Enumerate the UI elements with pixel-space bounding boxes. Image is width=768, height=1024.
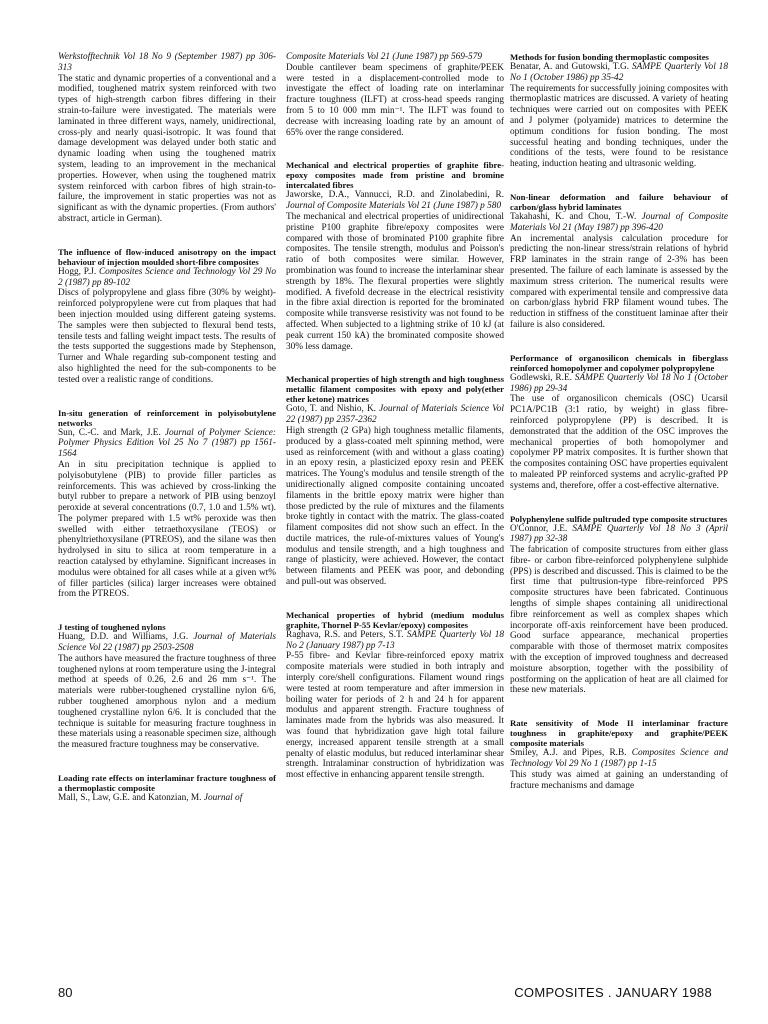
entry-abstract: The requirements for successfully joining composites with thermoplastic matrices are discussed. A variety of heating techniques were carried out on composites with PEEK and J polymer (polyamide) matrices to determine the optimum conditions for fusion bonding. The most successful heating and bonding techniques, under the conditions of the tests, were found to be resistance heating, induction heating and ultrasonic welding.: [510, 83, 728, 170]
entry-authors: Sun, C.-C. and Mark, J.E.: [58, 427, 161, 438]
entry-citation: SAMPE Quarterly Vol 18 No 3 (April 1987) pp 32-38: [510, 523, 728, 545]
entry-title: The influence of flow-induced anisotropy on the impact behaviour of injection moulded short-fibre composites: [58, 246, 276, 267]
column-2: [286, 52, 504, 803]
abstract-entry: [58, 773, 276, 804]
abstract-entry: [58, 52, 276, 225]
entry-reference: [286, 52, 504, 63]
abstract-entry: [58, 247, 276, 386]
journal-issue: COMPOSITES . JANUARY 1988: [514, 985, 712, 1000]
entry-citation: SAMPE Quarterly Vol 18 No 1 (October 1986) pp 29-34: [510, 372, 728, 394]
entry-title: Polyphenylene sulfide pultruded type composite structures: [510, 513, 728, 524]
entry-citation: Composite Materials Vol 21 (June 1987) pp 569-579: [286, 52, 482, 62]
entry-title: Performance of organosilicon chemicals in fiberglass reinforced homopolymer and copolymer polypropylene: [510, 352, 728, 373]
entry-reference: [58, 632, 276, 654]
entry-abstract: The static and dynamic properties of a conventional and a modified, toughened matrix system reinforced with two types of high-strength carbon fibres differing in their strain-to-failure were investigated. The materials were laminated in three different ways, namely, unidirectional, cross-ply and nearly quasi-isotropic. It was found that damage development was delayed under both static and dynamic loading when using the toughened matrix system, leading to an improvement in the mechanical properties. However, when using the toughened matrix system reinforced with carbon fibres of high strain-to-failure, the improvement in static properties was not as significant as with the dynamic properties. (From authors' abstract, article in German).: [58, 73, 276, 224]
abstract-entry: [510, 353, 728, 492]
entry-citation: SAMPE Quarterly Vol 18 No 1 (October 1986) pp 35-42: [510, 62, 728, 83]
entry-abstract: The fabrication of composite structures from either glass fibre- or carbon fibre-reinforced polyphenylene sulphide (PPS) is described and discussed. This is claimed to be the first time that pultrusion-type fibre-reinforced PPS composite structures have been fabricated. Continuous lengths of simple shapes containing all unidirectional fibre reinforcement as well as complex shapes which incorporate off-axis reinforcement have been produced. Good surface appearance, mechanical properties comparable with those of thermoset matrix composites with the exception of improved toughness and decreased moisture absorption, together with the possibility of postforming on the application of heat are all claimed for these new materials.: [510, 545, 728, 696]
abstract-entry: [286, 610, 504, 781]
abstract-entry: [510, 192, 728, 331]
entry-abstract: This study was aimed at gaining an understanding of fracture mechanisms and damage: [510, 769, 728, 791]
entry-abstract: P-55 fibre- and Kevlar fibre-reinforced epoxy matrix composite materials were studied in both intraply and interply core/shell configurations. Filament wound rings were tested at room temperature and after immersion in boiling water for periods of 2 h and 24 h for apparent modulus and apparent strength. Fracture toughness of laminates made from the hybrids was also measured. It was found that hybridization gave high total failure energy, increased apparent tensile strength at a small penalty of elastic modulus, but reduced interlaminar shear strength. Intralaminar construction of hybridization was most effective in enhancing apparent tensile strength.: [286, 651, 504, 781]
entry-reference: [58, 267, 276, 289]
abstract-entry: [510, 52, 728, 170]
entry-reference: [58, 428, 276, 460]
entry-reference: [58, 52, 276, 74]
entry-citation: Journal of Composite Materials Vol 21 (May 1987) pp 396-420: [510, 211, 729, 233]
entry-title: Loading rate effects on interlaminar fracture toughness of a thermoplastic composite: [58, 773, 276, 794]
page-number: 80: [58, 985, 73, 1000]
entry-abstract: An incremental analysis calculation procedure for predicting the non-linear stress/strain relations of hybrid FRP laminates in the strain range of 2-3% has been presented. The failure of each laminate is assessed by the maximum stress criterion. The numerical results were compared with experimental tensile and compressive data on carbon/glass hybrid FRP filament wound tubes. The reduction in stiffness of the constituent laminae after their failure is also considered.: [510, 233, 728, 330]
entry-title: Methods for fusion bonding thermoplastic composites: [510, 52, 709, 62]
entry-abstract: The authors have measured the fracture toughness of three toughened nylons at room temperature using the J-integral method at speeds of 0.26, 2.6 and 26 mm s⁻¹. The materials were rubber-toughened crystalline nylon 6/6, rubber toughened amorphous nylon and a medium toughened crystalline nylon 6/6. It is concluded that the technique is suitable for measuring fracture toughness in these materials using a reasonable specimen size, although the measured fracture toughness may be conservative.: [58, 653, 276, 751]
entry-title: Mechanical and electrical properties of graphite fibre-epoxy composites made from pristine and bromine intercalated fibres: [286, 160, 504, 191]
entry-title: In-situ generation of reinforcement in polyisobutylene networks: [58, 407, 276, 428]
entry-reference: [286, 630, 504, 652]
abstract-entry: [286, 374, 504, 588]
entry-authors: Goto, T. and Nishio, K.: [286, 404, 376, 415]
abstract-entry: [510, 514, 728, 697]
entry-authors: Huang, D.D. and Williams, J.G.: [58, 632, 189, 643]
entry-authors: Mall, S., Law, G.E. and Katonzian, M.: [58, 793, 202, 804]
entry-authors: Godlewski, R.E.: [510, 372, 572, 383]
entry-citation: Journal of Polymer Science: Polymer Physics Edition Vol 25 No 7 (1987) pp 1561-1564: [58, 427, 276, 460]
entry-abstract: High strength (2 GPa) high toughness metallic filaments, produced by a glass-coated melt spinning method, were used as reinforcement (with and without a glass coating) in an epoxy resin, a plasticized epoxy resin and PEEK matrices. The Young's modulus and tensile strength of the unidirectionally aligned composite containing uncoated filaments in the brittle epoxy matrix were higher than those predicted by the rule of mixtures and the filaments broke tightly in contact with the matrix. The glass-coated filament composites did not show such an effect. In the ductile matrices, the rule-of-mixtures values of Young's modulus and tensile strength, and a high toughness and range of plasticity, were achieved. However, the contact between filaments and PEEK was poor, and debonding and pull-out was observed.: [286, 425, 504, 588]
entry-reference: [510, 748, 728, 770]
entry-citation: Journal of: [203, 793, 243, 804]
abstract-entry: [286, 160, 504, 352]
abstract-entry: [286, 52, 504, 138]
entry-abstract: The use of organosilicon chemicals (OSC) Ucarsil PC1A/PC1B (3:1 ratio, by weight) in glass fibre-reinforced polypropylene (PP) is described. It is demonstrated that the addition of the OSC improves the mechanical properties of both homopolymer and copolymer PP matrix composites. It is further shown that the composites containing OSC have properties equivalent to maleated PP reinforced systems and acrylic-grafted PP systems and, therefore, offer a cost-effective alternative.: [510, 394, 728, 491]
entry-citation: Journal of Materials Science Vol 22 (1987) pp 2503-2508: [58, 632, 276, 654]
entry-citation: SAMPE Quarterly Vol 18 No 2 (January 1987) pp 7-13: [286, 629, 504, 651]
entry-title: J testing of toughened nylons: [58, 622, 166, 633]
entry-abstract: Double cantilever beam specimens of graphite/PEEK were tested in a displacement-controlled mode to investigate the effect of loading rate on interlaminar fracture toughness (ILFT) at cross-head speeds ranging from 5 to 10 000 mm min⁻¹. The ILFT was found to decrease with increasing loading rate by an amount of 65% over the range considered.: [286, 62, 504, 138]
entry-abstract: An in situ precipitation technique is applied to polyisobutylene (PIB) to provide filler particles as reinforcements. This was achieved by cross-linking the butyl rubber to prepare a network of PIB using benzoyl peroxide at several concentrations (0.7, 1.0 and 1.5% wt). The polymer prepared with 1.5 wt% peroxide was then swelled with either tetraethoxysilane (TEOS) or phenyltriethoxysilane (PTREOS), and the silane was then hydrolysed in situ to silica at room temperature in a reaction catalysed by ethylamine. Significant increases in modulus were obtained for all cases while at a given wt% of filler particles (silica) larger increases were obtained from the PTREOS.: [58, 459, 276, 600]
abstract-entry: [58, 622, 276, 751]
abstract-entry: [58, 408, 276, 601]
entry-reference: [510, 62, 728, 84]
entry-reference: [58, 793, 276, 804]
entry-reference: [510, 524, 728, 546]
entry-abstract: The mechanical and electrical properties of unidirectional pristine P100 graphite fibre/epoxy composites were compared with those of brominated P100 graphite fibre composites. The tensile strength, modulus and Poisson's ratio of both composites were similar. However, prombination was found to increase the interlaminar shear strength by 18%. The flexural properties were slightly modified. A fivefold decrease in the electrical resistivity in the fibre axial direction is reported for the brominated composite while transverse resistivity was not found to be affected. When subjected to a lightning strike of 10 kJ (at peak current 150 kA) the brominated composite showed 30% less damage.: [286, 211, 504, 352]
entry-reference: [286, 190, 504, 212]
entry-authors: Hogg, P.J.: [58, 266, 97, 277]
column-1: [58, 52, 276, 826]
entry-title: Rate sensitivity of Mode II interlaminar fracture toughness in graphite/epoxy and graphite/PEEK composite materials: [510, 718, 728, 749]
entry-reference: [286, 404, 504, 426]
entry-title: Non-linear deformation and failure behaviour of carbon/glass hybrid laminates: [510, 191, 728, 212]
entry-authors: O'Connor, J.E.: [510, 523, 568, 534]
entry-title: Mechanical properties of high strength and high toughness metallic filament composites with epoxy and poly(ether ether ketone) matrices: [286, 374, 504, 405]
entry-authors: Takahashi, K. and Chou, T.-W.: [510, 211, 637, 222]
entry-citation: Composites Science and Technology Vol 29 No 1 (1987) pp 1-15: [510, 748, 728, 770]
entry-authors: Raghava, R.S. and Peters, S.T.: [286, 629, 404, 640]
entry-abstract: Discs of polypropylene and glass fibre (30% by weight)-reinforced polypropylene were cut from plaques that had been injection moulded using different gateing systems. The samples were then subjected to flexural bend tests, tensile tests and falling weight impact tests. The results of the tests supported the suggestions made by Stephenson, Turner and Whale regarding sub-component testing and also highlighted the need for the sub-components to be tested over a realistic range of conditions.: [58, 288, 276, 385]
entry-title: Mechanical properties of hybrid (medium modulus graphite, Thornel P-55 Kevlar/epoxy) composites: [286, 609, 504, 630]
entry-citation: Journal of Materials Science Vol 22 (1987) pp 2357-2362: [286, 404, 504, 426]
entry-reference: [510, 373, 728, 395]
entry-authors: Benatar, A. and Gutowski, T.G.: [510, 62, 630, 72]
abstract-entry: [510, 718, 728, 791]
column-3: [510, 52, 728, 813]
entry-citation: Werkstofftechnik Vol 18 No 9 (September 1987) pp 306-313: [58, 52, 276, 73]
entry-citation: Journal of Composite Materials Vol 21 (June 1987) p 580: [286, 201, 502, 212]
entry-citation: Composites Science and Technology Vol 29 No 2 (1987) pp 89-102: [58, 266, 276, 288]
entry-authors: Jaworske, D.A., Vannucci, R.D. and Zinolabedini, R.: [286, 190, 504, 201]
entry-reference: [510, 212, 728, 234]
entry-authors: Smiley, A.J. and Pipes, R.B.: [510, 748, 627, 759]
